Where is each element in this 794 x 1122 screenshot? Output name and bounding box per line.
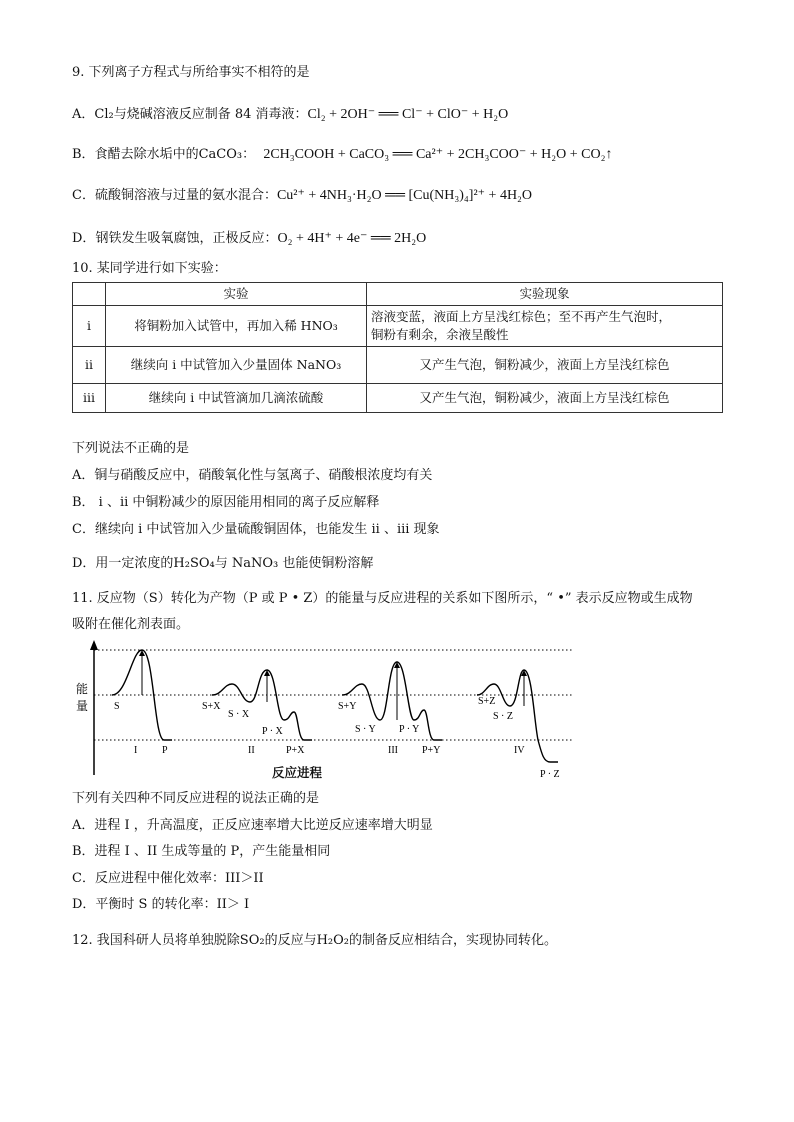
label-s-plus-x: S+X: [202, 701, 221, 712]
table-row: [73, 306, 723, 347]
q10-after: 下列说法不正确的是: [72, 441, 190, 456]
q11-option-b: B．进程 I 、II 生成等量的 P，产生能量相同: [72, 844, 331, 859]
y-axis-arrow-icon: [90, 640, 98, 650]
q11-after: 下列有关四种不同反应进程的说法正确的是: [72, 791, 320, 806]
q9-option-a: [72, 106, 508, 124]
q10-option-b: B． i 、ii 中铜粉减少的原因能用相同的离子反应解释: [72, 495, 380, 510]
q9-stem: 9. 下列离子方程式与所给事实不相符的是: [72, 65, 310, 80]
row-id: i: [73, 306, 106, 347]
q9-d-text: 钢铁发生吸氧腐蚀，正极反应：: [95, 231, 278, 246]
ylabel-char-1: 能: [76, 682, 89, 696]
q9-option-d: [72, 230, 426, 248]
figure-xlabel: 反应进程: [272, 765, 323, 780]
label-s-dot-x: S · X: [228, 709, 250, 720]
label-p-dot-y: P · Y: [399, 724, 420, 735]
q11-option-d: D．平衡时 S 的转化率：II＞ I: [72, 897, 250, 912]
q9-option-b: [72, 146, 613, 164]
label-s-plus-z: S+Z: [478, 696, 496, 707]
table-row: [73, 384, 723, 413]
label-s-dot-z: S · Z: [493, 711, 513, 722]
q10-option-a: A．铜与硝酸反应中，硝酸氧化性与氢离子、硝酸根浓度均有关: [72, 468, 433, 483]
label-p-dot-x: P · X: [262, 726, 283, 737]
label-s-plus-y: S+Y: [338, 701, 357, 712]
label-i: I: [134, 745, 138, 756]
q9-d-equation: O₂ + 4H⁺ + 4e⁻ ══ 2H₂O: [277, 231, 427, 246]
table-header-cell: [73, 283, 106, 306]
table-header-cell: 实验: [106, 283, 367, 306]
q9-c-text: 硫酸铜溶液与过量的氨水混合：: [94, 188, 277, 203]
q10-option-d: D．用一定浓度的H₂SO₄与 NaNO₃ 也能使铜粉溶解: [72, 556, 374, 571]
q9-c-equation: Cu²⁺ + 4NH₃·H₂O ══ [Cu(NH₃)₄]²⁺ + 4H₂O: [276, 188, 533, 203]
q10-option-c: C．继续向 i 中试管加入少量硫酸铜固体，也能发生 ii 、iii 现象: [72, 522, 440, 537]
q9-option-c: [72, 187, 532, 205]
q9-c-label: C．: [72, 188, 95, 203]
q11-stem-line1: 11. 反应物（S）转化为产物（P 或 P • Z）的能量与反应进程的关系如下图所示，“ •” 表示反应物或生成物: [72, 591, 693, 606]
table-row: [73, 347, 723, 384]
label-p-plus-x: P+X: [286, 745, 305, 756]
row-observation: 又产生气泡，铜粉减少，液面上方呈浅红棕色: [367, 384, 723, 413]
q11-option-a: A．进程 I ，升高温度，正反应速率增大比逆反应速率增大明显: [72, 818, 433, 833]
row-experiment: 将铜粉加入试管中，再加入稀 HNO₃: [106, 306, 367, 347]
q9-a-text: Cl₂与烧碱溶液反应制备 84 消毒液：: [94, 107, 308, 122]
q9-b-text: 食醋去除水垢中的CaCO₃：: [94, 147, 256, 162]
observation-line: 铜粉有剩余，余液呈酸性: [371, 327, 509, 342]
label-s-dot-y: S · Y: [355, 724, 376, 735]
q9-b-label: B．: [72, 147, 95, 162]
row-id: iii: [73, 384, 106, 413]
table-header-row: [73, 283, 723, 306]
row-observation: [367, 306, 723, 347]
q9-d-label: D．: [72, 231, 96, 246]
q12-stem: 12. 我国科研人员将单独脱除SO₂的反应与H₂O₂的制备反应相结合，实现协同转化。: [72, 933, 557, 948]
label-s: S: [114, 701, 120, 712]
label-p-dot-z: P · Z: [540, 769, 560, 780]
label-iii: III: [388, 745, 398, 756]
q10-experiment-table: [72, 282, 723, 413]
ylabel-char-2: 量: [76, 699, 89, 713]
label-ii: II: [248, 745, 255, 756]
label-p: P: [162, 745, 168, 756]
row-experiment: 继续向 i 中试管加入少量固体 NaNO₃: [106, 347, 367, 384]
q9-a-equation: Cl₂ + 2OH⁻ ══ Cl⁻ + ClO⁻ + H₂O: [307, 107, 509, 122]
row-id: ii: [73, 347, 106, 384]
label-p-plus-y: P+Y: [422, 745, 441, 756]
q11-option-c: C．反应进程中催化效率：III＞II: [72, 871, 264, 886]
label-iv: IV: [514, 745, 525, 756]
row-observation: 又产生气泡，铜粉减少，液面上方呈浅红棕色: [367, 347, 723, 384]
q11-stem-line2: 吸附在催化剂表面。: [72, 617, 190, 632]
q10-stem: 10. 某同学进行如下实验：: [72, 261, 227, 276]
row-experiment: 继续向 i 中试管滴加几滴浓硫酸: [106, 384, 367, 413]
table-header-cell: 实验现象: [367, 283, 723, 306]
energy-profile-figure: [72, 640, 572, 780]
observation-line: 溶液变蓝，液面上方呈浅红棕色；至不再产生气泡时，: [371, 309, 672, 324]
q9-b-equation: 2CH₃COOH + CaCO₃ ══ Ca²⁺ + 2CH₃COO⁻ + H₂O + CO₂↑: [263, 147, 613, 162]
q9-a-label: A．: [72, 107, 95, 122]
